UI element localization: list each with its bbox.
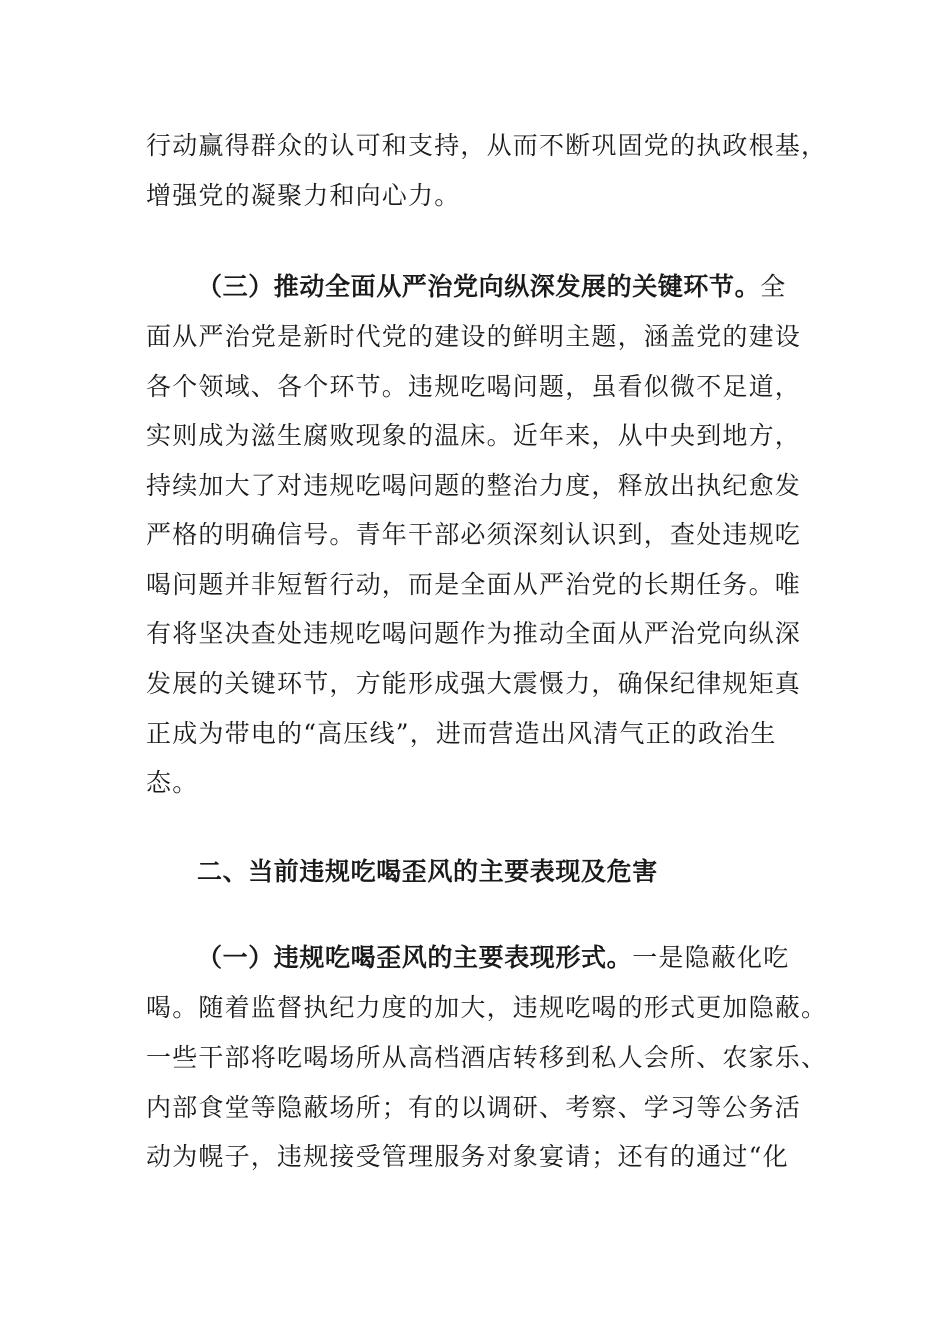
- paragraph-line: 正成为带电的“高压线”，进而营造出风清气正的政治生: [146, 719, 777, 748]
- paragraph-line: 喝。随着监督执纪力度的加大，违规吃喝的形式更加隐蔽。: [146, 993, 828, 1022]
- subsection-heading: （一）违规吃喝歪风的主要表现形式。: [197, 943, 633, 972]
- paragraph-line: 一些干部将吃喝场所从高档酒店转移到私人会所、农家乐、: [146, 1043, 828, 1072]
- section-heading-line: [197, 272, 786, 302]
- paragraph-line: 持续加大了对违规吃喝问题的整治力度，释放出执纪愈发: [146, 471, 802, 500]
- paragraph-line: 行动赢得群众的认可和支持，从而不断巩固党的执政根基，: [146, 131, 828, 160]
- section-heading-line: [197, 943, 789, 973]
- paragraph-line: 实则成为滋生腐败现象的温床。近年来，从中央到地方，: [146, 421, 802, 450]
- paragraph-line: 态。: [146, 768, 199, 797]
- section-title: 二、当前违规吃喝歪风的主要表现及危害: [197, 857, 658, 886]
- paragraph-text: 全: [760, 272, 787, 301]
- paragraph-line: 面从严治党是新时代党的建设的鲜明主题，涵盖党的建设: [146, 322, 802, 351]
- subsection-heading: （三）推动全面从严治党向纵深发展的关键环节。: [197, 272, 761, 301]
- paragraph-line: 内部食堂等隐蔽场所；有的以调研、考察、学习等公务活: [146, 1093, 802, 1122]
- paragraph-line: 动为幌子，违规接受管理服务对象宴请；还有的通过“化: [146, 1142, 789, 1171]
- paragraph-line: 喝问题并非短暂行动，而是全面从严治党的长期任务。唯: [146, 570, 802, 599]
- paragraph-line: 发展的关键环节，方能形成强大震慑力，确保纪律规矩真: [146, 669, 802, 698]
- paragraph-line: 有将坚决查处违规吃喝问题作为推动全面从严治党向纵深: [146, 619, 802, 648]
- paragraph-text: 一是隐蔽化吃: [632, 943, 790, 972]
- paragraph-line: 严格的明确信号。青年干部必须深刻认识到，查处违规吃: [146, 520, 802, 549]
- paragraph-line: 增强党的凝聚力和向心力。: [146, 181, 461, 210]
- paragraph-line: 各个领域、各个环节。违规吃喝问题，虽看似微不足道，: [146, 372, 802, 401]
